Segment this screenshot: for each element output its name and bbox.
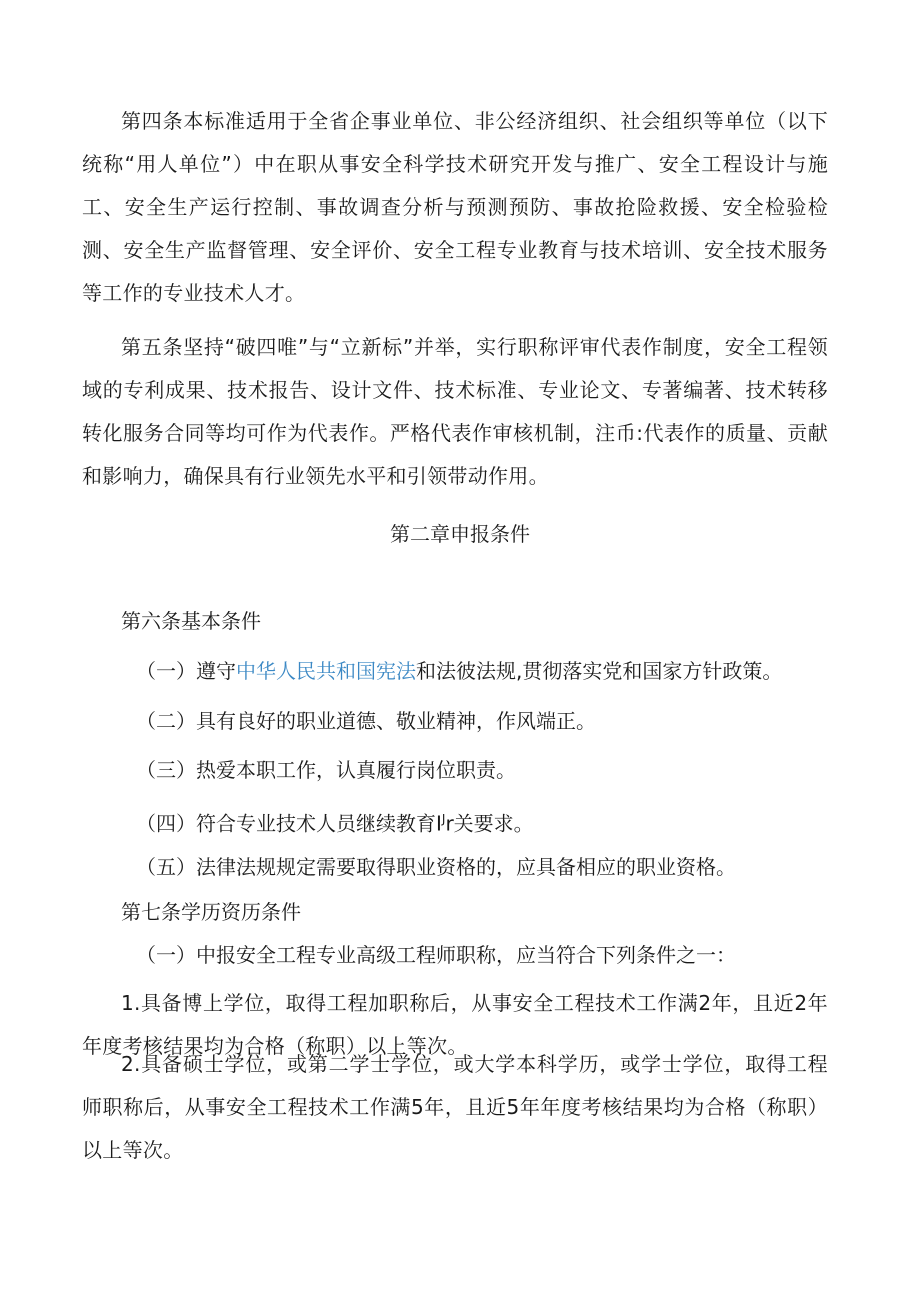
- article-6-item-1-suffix: 和法彼法规,贯彻落实党和国家方针政策。: [416, 659, 783, 683]
- article-6-heading: 第六条基本条件: [121, 609, 261, 633]
- article-6-item-4: [136, 804, 534, 839]
- article-6-item-2: （二）具有良好的职业道德、敬业精神，作风端正。: [136, 709, 596, 733]
- article-7-item-2: 2.具备硕士学位，或第二学士学位，或大学本科学历，或学士学位，取得工程师职称后，从事安全工程技术工作满5年，且近5年年度考核结果均为合格（称职）以上等次。: [82, 1052, 828, 1162]
- article-4-paragraph: 第四条本标准适用于全省企事业单位、非公经济组织、社会组织等单位（以下统称“用人单位”）中在职从事安全科学技术研究开发与推广、安全工程设计与施工、安全生产运行控制、事故调查分析与预测预防、事故抢险救援、安全检验检测、安全生产监督管理、安全评价、安全工程专业教育与技术培训、安全技术服务等工作的专业技术人才。: [82, 109, 828, 305]
- article-6-item-1-prefix: （一）遵守: [136, 659, 236, 683]
- article-6-item-4-prefix: （四）符合专业技术人员继续教育I: [136, 811, 442, 836]
- chapter-2-heading: 第二章申报条件: [390, 522, 530, 546]
- article-6-item-1: [136, 656, 782, 686]
- article-5-paragraph: 第五条坚持“破四唯”与“立新标”并举，实行职称评审代表作制度，安全工程领域的专利成果、技术报告、设计文件、技术标准、专业论文、专著编著、技术转移转化服务合同等均可作为代表作。严格代表作审核机制，注币:代表作的质量、贡献和影响力，确保具有行业领先水平和引领带动作用。: [82, 335, 828, 488]
- article-6-item-3: （三）热爱本职工作，认真履行岗位职责。: [136, 758, 516, 782]
- article-6-item-4-superscript: J: [441, 812, 446, 826]
- article-7-sub-1: （一）中报安全工程专业高级工程师职称，应当符合下列条件之一：: [136, 943, 736, 967]
- article-7-item-1: 1.具备博上学位，取得工程加职称后，从事安全工程技术工作满2年，且近2年年度考核结果均为合格（称职）以上等次。: [82, 991, 828, 1058]
- article-6-item-4-tail: r关要求。: [445, 811, 534, 836]
- constitution-link[interactable]: 中华人民共和国宪法: [236, 659, 416, 683]
- article-7-heading: 第七条学历资历条件: [121, 900, 301, 924]
- article-6-item-5: （五）法律法规规定需要取得职业资格的，应具备相应的职业资格。: [136, 855, 736, 879]
